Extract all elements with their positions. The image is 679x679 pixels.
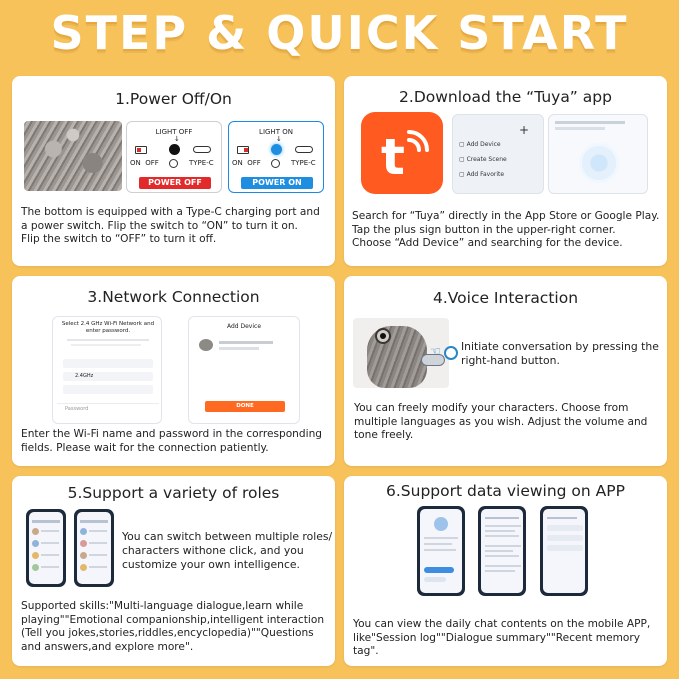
step-description: The bottom is equipped with a Type-C charging port and a power switch. Flip the switch to “ON” to turn it on. Flip the switch to “OFF” to turn it off. [21, 206, 320, 246]
page-title: STEP & QUICK START [50, 6, 629, 60]
arrow-down-icon: ↓ [174, 135, 180, 143]
switch-icon [135, 146, 147, 154]
phone-dialogue-summary-screenshot [478, 506, 526, 596]
device-avatar [199, 339, 213, 351]
step-heading: 6.Support data viewing on APP [386, 482, 625, 500]
step-description: You can freely modify your characters. Choose from multiple languages as you wish. Adjust the volume and tone freely. [354, 402, 648, 442]
tuya-app-icon [361, 112, 443, 194]
type-c-port-icon [193, 146, 211, 153]
step-heading: 5.Support a variety of roles [67, 484, 280, 502]
step-card-roles [12, 476, 335, 666]
menu-item-add-favorite: Add Favorite [466, 171, 505, 178]
add-device-screenshot: Add Device DONE [188, 316, 300, 424]
done-button[interactable]: DONE [205, 401, 285, 412]
step-card-power [12, 76, 335, 266]
step-heading: 4.Voice Interaction [432, 289, 579, 307]
power-on-diagram: LIGHT ON ↓ ON OFF TYPE-C POWER ON [228, 121, 324, 193]
power-on-badge: POWER ON [241, 177, 313, 189]
step-description: Search for “Tuya” directly in the App Store or Google Play. Tap the plus sign button in the upper-right corner. Choose “Add Device” and searching for the device. [352, 210, 660, 250]
step-card-data-viewing [344, 476, 667, 666]
step-description: Supported skills:"Multi-language dialogue,learn while playing""Emotional companionship,intelligent interaction (Tell you jokes,stories,riddles,encyclopedia)""Questions and answers,and explore more". [21, 600, 325, 653]
app-menu-screenshot: + ▢ Add Device ▢ Create Scene ▢ Add Favorite [452, 114, 544, 194]
search-radar-icon [579, 143, 619, 183]
power-off-diagram: LIGHT OFF ↓ ON OFF TYPE-C POWER OFF [126, 121, 222, 193]
step-description: Enter the Wi-Fi name and password in the corresponding fields. Please wait for the connection patiently. [21, 428, 323, 454]
step-card-voice [344, 276, 667, 466]
menu-item-add-device: Add Device [466, 141, 501, 148]
step-card-download-app [344, 76, 667, 266]
light-off-icon [169, 144, 180, 155]
step-heading: 2.Download the “Tuya” app [399, 88, 612, 106]
power-off-badge: POWER OFF [139, 177, 211, 189]
menu-item-create-scene: Create Scene [466, 156, 507, 163]
wifi-setup-screenshot: Select 2.4 GHz Wi-Fi Network and enter password. 2.4GHz Password [52, 316, 162, 424]
step-card-network [12, 276, 335, 466]
step-heading: 3.Network Connection [87, 288, 260, 306]
light-on-icon [271, 144, 282, 155]
phone-session-log-screenshot [417, 506, 465, 596]
svg-text:t: t [381, 128, 405, 186]
tap-hand-icon: ☜ [430, 344, 441, 358]
plush-fur-photo [24, 121, 122, 191]
device-search-screenshot [548, 114, 648, 194]
plus-icon: + [519, 123, 530, 137]
switch-icon [237, 146, 249, 154]
type-c-port-icon [295, 146, 313, 153]
phone-roles-screenshot-1 [26, 509, 66, 587]
step-heading: 1.Power Off/On [115, 90, 232, 108]
roles-description: You can switch between multiple roles/ characters withone click, and you customize your own intelligence. [122, 530, 333, 571]
phone-memory-tag-screenshot [540, 506, 588, 596]
wifi-network-value: 2.4GHz [75, 373, 94, 379]
voice-callout: Initiate conversation by pressing the right-hand button. [461, 340, 659, 367]
password-field[interactable]: Password [57, 403, 159, 413]
arrow-down-icon: ↓ [276, 135, 282, 143]
button-icon [169, 159, 178, 168]
button-icon [271, 159, 280, 168]
phone-roles-screenshot-2 [74, 509, 114, 587]
step-description: You can view the daily chat contents on the mobile APP, like"Session log""Dialogue summary""Recent memory tag". [353, 618, 651, 658]
